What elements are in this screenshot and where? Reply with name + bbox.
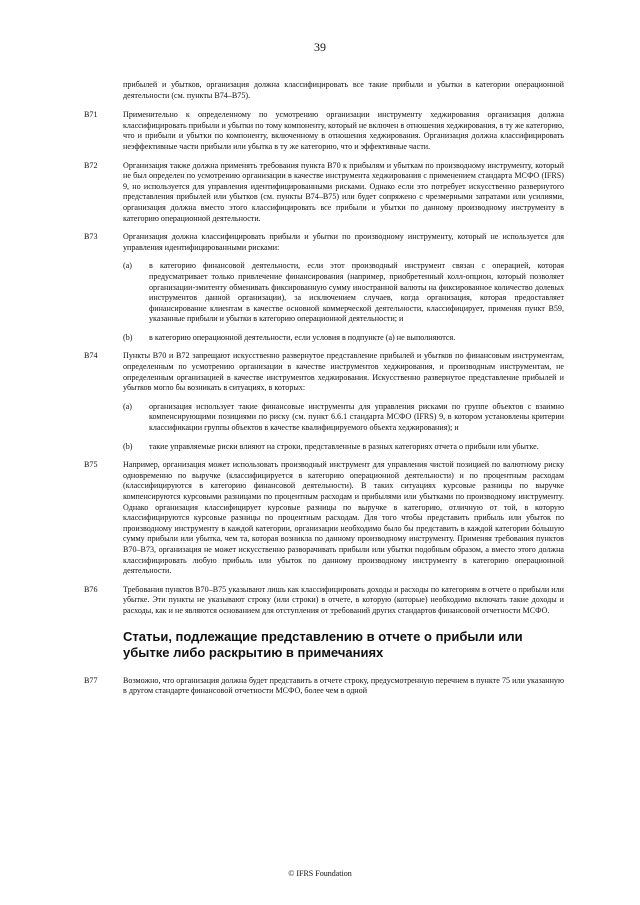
copyright-footer: © IFRS Foundation bbox=[288, 869, 352, 878]
paragraph-text: Например, организация может использовать производный инструмент для управления чистой позицией по валютному риску одновременно по выручке (классифицируется в категорию операционной деятельности) и по процентным расходам (классифицируются в категорию финансовой деятельности). В таких ситуациях курсовые разницы по выручке компенсируются курсовыми разницами по процентным расходам и прибылями или убытками по производному инструменту. Однако организация классифицирует курсовые разницы по выручке в категорию, отличную от той, в которую классифицируются курсовые разницы по процентным расходам. Для того чтобы представить прибыль или убыток по производному инструменту в каждой категории, организации необходимо было бы представить в каждой категории бо́льшую сумму прибыли или убытка, чем та, которая возникла по данному производному инструменту. Применяя требования пунктов B70–B73, организация не может искусственно разворачивать прибыли или убытки подобным образом, а вместо этого должна классифицировать любую прибыль или убыток по данному производному инструменту в категорию операционной деятельности. bbox=[123, 460, 564, 576]
paragraph-text: Пункты B70 и B72 запрещают искусственно развернутое представление прибылей и убытков по финансовым инструментам, определенным по усмотрению организации в качестве инструментов хеджирования, и производным инструментам, не определенным организацией в качестве инструментов хеджирования. Искусственно развернутое представление прибылей и убытков могло бы возникать в ситуациях, в которых: bbox=[123, 351, 564, 393]
paragraph-b76 bbox=[84, 585, 564, 617]
paragraph-label: B72 bbox=[84, 160, 98, 170]
paragraph-label: B76 bbox=[84, 584, 98, 594]
paragraph-label: B73 bbox=[84, 232, 98, 242]
paragraph-text: Организация также должна применять требования пункта B70 к прибылям и убыткам по производному инструменту, который не был определен по усмотрению организации в качестве инструмента хеджирования с применением стандарта МСФО (IFRS) 9, но используется для управления идентифицированными рисками. Однако если это потребует искусственно развернутого представления прибылей или убытков (см. пункты B74–B75) или будет сопряжено с чрезмерными затратами или усилиями, организация должна вместо этого классифицировать все прибыли и убытки по данному производному инструменту в категорию операционной деятельности. bbox=[123, 160, 564, 223]
paragraph-text: Организация должна классифицировать прибыли и убытки по производному инструменту, который не используется для управления идентифицированными рисками: bbox=[123, 232, 564, 252]
paragraph-text: Требования пунктов B70–B75 указывают лишь как классифицировать доходы и расходы по категориям в отчете о прибыли или убытке. Эти пункты не указывают строку (или строки) в отчете, в которую (которые) необходимо включать такие доходы и расходы, как и не являются основанием для отступления от требований других стандартов финансовой отчетности МСФО. bbox=[123, 584, 564, 615]
continued-paragraph bbox=[84, 80, 564, 101]
subparagraph-label: (b) bbox=[123, 441, 133, 451]
paragraph-b71 bbox=[84, 110, 564, 152]
paragraph-b77 bbox=[84, 676, 564, 697]
subparagraph-b bbox=[123, 442, 564, 453]
subparagraph-a bbox=[123, 261, 564, 325]
paragraph-b72 bbox=[84, 161, 564, 225]
subparagraph-text: в категорию финансовой деятельности, если этот производный инструмент связан с операцией, которая предусматривает только привлечение финансирования (например, приобретенный колл-опцион, который позволяет организации-эмитенту обменивать фиксированную сумму иностранной валюты на фиксированное количество долевых инструментов данной организации), за исключением случаев, когда организация, которая предоставляет финансирование клиентам в качестве основной коммерческой деятельности, классифицирует, применяя пункт B59, указанные прибыли и убытки в категорию операционной деятельности; и bbox=[149, 261, 564, 324]
subparagraph-label: (a) bbox=[123, 401, 132, 411]
paragraph-text: Возможно, что организация должна будет представить в отчете строку, предусмотренную перечнем в пункте 75 или указанную в другом стандарте финансовой отчетности МСФО, более чем в одной bbox=[123, 675, 564, 696]
paragraph-b73 bbox=[84, 232, 564, 343]
subparagraph-text: в категорию операционной деятельности, если условия в подпункте (a) не выполняются. bbox=[149, 332, 456, 342]
subparagraph-text: организация использует такие финансовые инструменты для управления рисками по группе объектов с взаимно компенсирующими позициями по риску (см. пункт 6.6.1 стандарта МСФО (IFRS) 9, в котором установлены критерии классификации группы объектов в качестве квалифицируемого объекта хеджирования); и bbox=[149, 401, 564, 433]
page-content bbox=[84, 80, 564, 705]
subparagraph-text: такие управляемые риски влияют на строки, представленные в разных категориях отчета о прибыли или убытке. bbox=[149, 441, 539, 451]
subparagraph-label: (a) bbox=[123, 261, 132, 271]
paragraph-label: B77 bbox=[84, 675, 98, 685]
subparagraph-a bbox=[123, 402, 564, 434]
subparagraph-b bbox=[123, 333, 564, 344]
paragraph-b74 bbox=[84, 351, 564, 452]
paragraph-label: B71 bbox=[84, 110, 98, 120]
continued-text: прибылей и убытков, организация должна классифицировать все такие прибыли и убытки в категории операционной деятельности (см. пункты B74–B75). bbox=[123, 80, 564, 100]
subparagraph-label: (b) bbox=[123, 332, 133, 342]
section-heading: Статьи, подлежащие представлению в отчете о прибыли или убытке либо раскрытию в примечаниях bbox=[123, 628, 523, 661]
page-number: 39 bbox=[314, 40, 326, 54]
paragraph-label: B74 bbox=[84, 351, 98, 361]
paragraph-b75 bbox=[84, 460, 564, 577]
paragraph-text: Применительно к определенному по усмотрению организации инструменту хеджирования организация должна классифицировать прибыли и убытки по тому компоненту, который не включен в отношения хеджирования, в ту же категорию, что и прибыли и убытки по компоненту, включенному в отношения хеджирования. Организация должна классифицировать неэффективные части прибыли или убытка в ту же категорию, что и эффективные части. bbox=[123, 110, 564, 151]
paragraph-label: B75 bbox=[84, 460, 98, 470]
